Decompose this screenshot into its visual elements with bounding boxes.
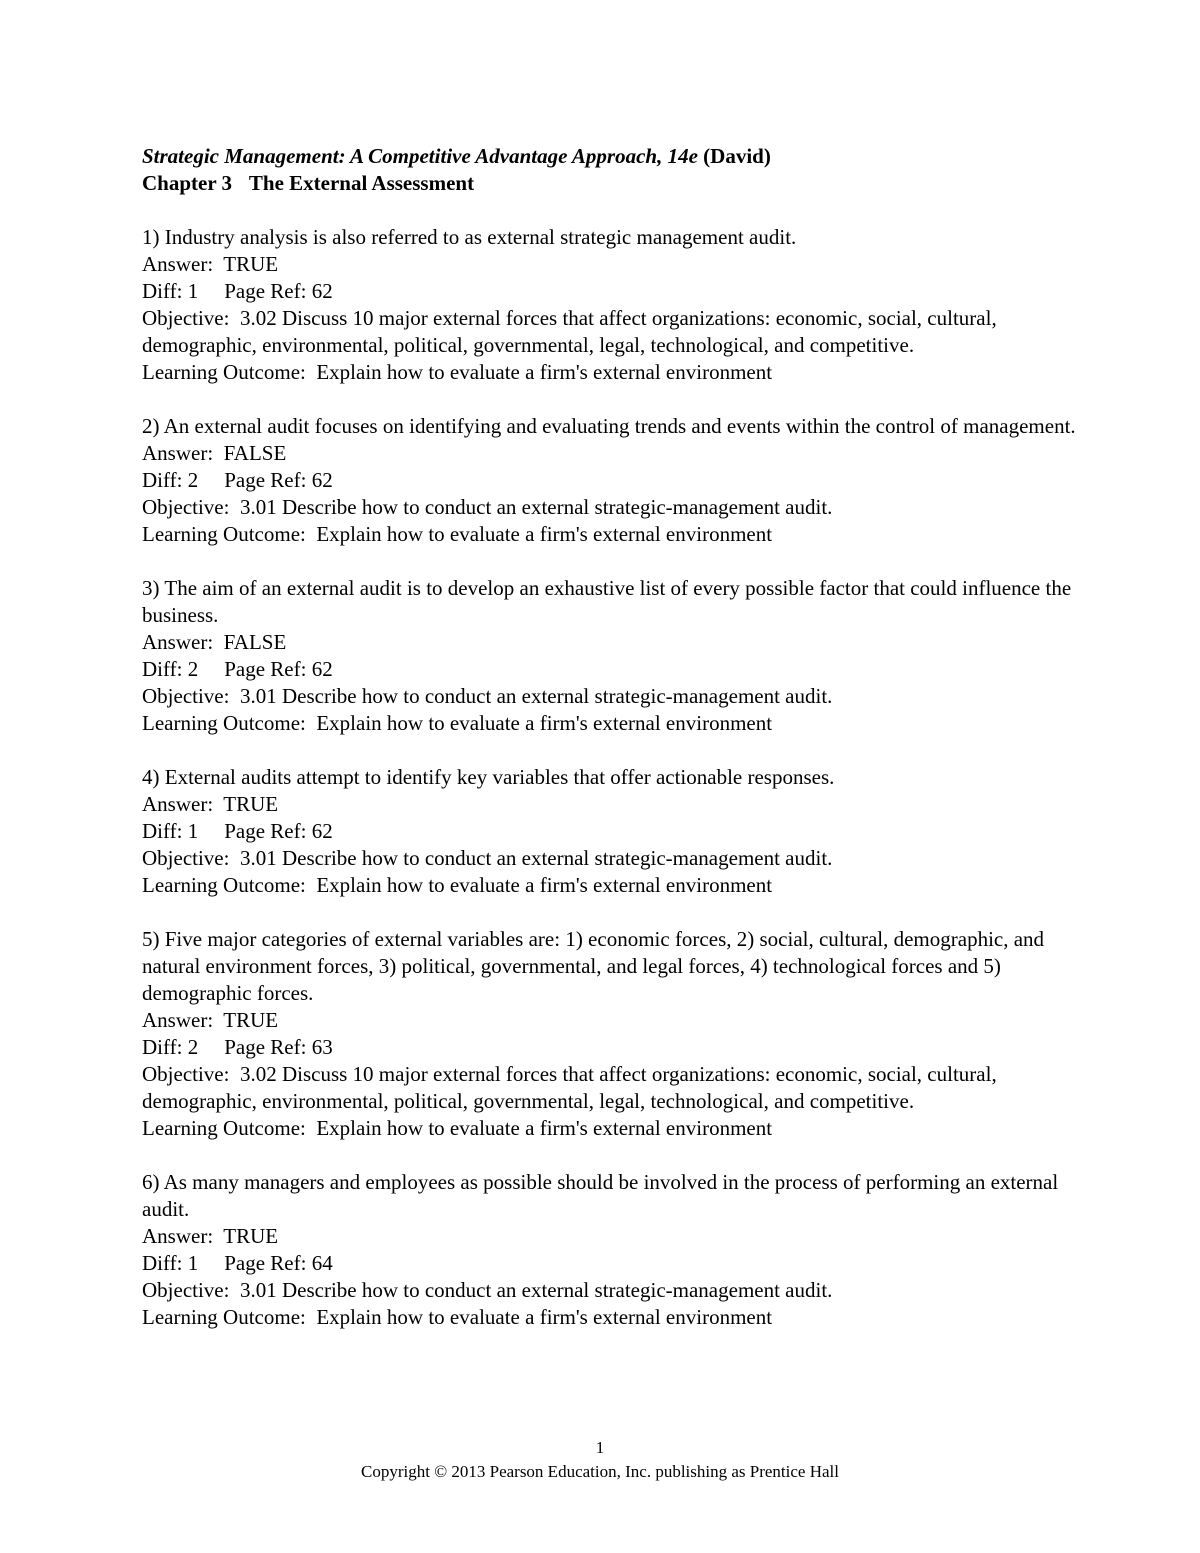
answer-value: TRUE bbox=[223, 252, 279, 276]
page-ref-value: 62 bbox=[311, 657, 333, 681]
book-title: Strategic Management: A Competitive Advantage Approach, 14e bbox=[142, 144, 698, 168]
chapter-number: Chapter 3 bbox=[142, 171, 233, 195]
learning-outcome-line: Learning Outcome: Explain how to evaluate a firm's external environment bbox=[142, 1116, 773, 1140]
question-number: 5) bbox=[142, 927, 160, 951]
learning-outcome-line: Learning Outcome: Explain how to evaluate a firm's external environment bbox=[142, 1305, 773, 1329]
question-number: 3) bbox=[142, 576, 160, 600]
diff-value: 2 bbox=[187, 468, 199, 492]
diff-line: Diff: 1 Page Ref: 62 bbox=[142, 819, 333, 843]
learning-outcome-value: Explain how to evaluate a firm's external environment bbox=[316, 522, 773, 546]
objective-line: Objective: 3.02 Discuss 10 major external forces that affect organizations: economic, social, cultural, demographic, environmental, political, governmental, legal, technological, and competitive. bbox=[142, 1062, 997, 1113]
answer-value: TRUE bbox=[223, 1008, 279, 1032]
learning-outcome-line: Learning Outcome: Explain how to evaluate a firm's external environment bbox=[142, 711, 773, 735]
question-text: 1) Industry analysis is also referred to as external strategic management audit. bbox=[142, 225, 797, 249]
objective-value: 3.01 Describe how to conduct an external strategic-management audit. bbox=[239, 495, 833, 519]
answer-line: Answer: TRUE bbox=[142, 252, 279, 276]
diff-line: Diff: 1 Page Ref: 62 bbox=[142, 279, 333, 303]
diff-value: 2 bbox=[187, 1035, 199, 1059]
question-5 bbox=[142, 926, 1082, 1142]
answer-value: FALSE bbox=[223, 441, 287, 465]
chapter-heading bbox=[142, 170, 1082, 197]
question-text: 3) The aim of an external audit is to develop an exhaustive list of every possible factor that could influence the business. bbox=[142, 576, 1072, 627]
objective-value: 3.01 Describe how to conduct an external strategic-management audit. bbox=[239, 846, 833, 870]
diff-value: 1 bbox=[187, 279, 199, 303]
question-4 bbox=[142, 764, 1082, 899]
question-text: 5) Five major categories of external variables are: 1) economic forces, 2) social, cultural, demographic, and natural environment forces, 3) political, governmental, and legal forces, 4) technological forces and 5) demographic forces. bbox=[142, 927, 1045, 1005]
question-1 bbox=[142, 224, 1082, 386]
answer-line: Answer: FALSE bbox=[142, 630, 287, 654]
page-content bbox=[142, 143, 1082, 1331]
objective-line: Objective: 3.01 Describe how to conduct an external strategic-management audit. bbox=[142, 846, 833, 870]
diff-value: 2 bbox=[187, 657, 199, 681]
answer-line: Answer: TRUE bbox=[142, 1008, 279, 1032]
diff-line: Diff: 2 Page Ref: 63 bbox=[142, 1035, 333, 1059]
question-text: 2) An external audit focuses on identifying and evaluating trends and events within the control of management. bbox=[142, 414, 1076, 438]
question-number: 6) bbox=[142, 1170, 160, 1194]
question-2 bbox=[142, 413, 1082, 548]
objective-value: 3.02 Discuss 10 major external forces that affect organizations: economic, social, cultural, demographic, environmental, political, governmental, legal, technological, and competitive. bbox=[142, 1062, 997, 1113]
objective-line: Objective: 3.02 Discuss 10 major external forces that affect organizations: economic, social, cultural, demographic, environmental, political, governmental, legal, technological, and competitive. bbox=[142, 306, 997, 357]
diff-line: Diff: 2 Page Ref: 62 bbox=[142, 657, 333, 681]
book-title-line bbox=[142, 143, 1082, 170]
question-number: 2) bbox=[142, 414, 160, 438]
question-text: 6) As many managers and employees as possible should be involved in the process of performing an external audit. bbox=[142, 1170, 1059, 1221]
page-ref-value: 63 bbox=[311, 1035, 333, 1059]
learning-outcome-value: Explain how to evaluate a firm's external environment bbox=[316, 873, 773, 897]
answer-line: Answer: TRUE bbox=[142, 1224, 279, 1248]
diff-value: 1 bbox=[187, 1251, 199, 1275]
question-number: 4) bbox=[142, 765, 160, 789]
objective-value: 3.02 Discuss 10 major external forces that affect organizations: economic, social, cultural, demographic, environmental, political, governmental, legal, technological, and competitive. bbox=[142, 306, 997, 357]
learning-outcome-line: Learning Outcome: Explain how to evaluate a firm's external environment bbox=[142, 360, 773, 384]
learning-outcome-line: Learning Outcome: Explain how to evaluate a firm's external environment bbox=[142, 873, 773, 897]
page-ref-value: 62 bbox=[311, 279, 333, 303]
diff-line: Diff: 2 Page Ref: 62 bbox=[142, 468, 333, 492]
diff-value: 1 bbox=[187, 819, 199, 843]
objective-value: 3.01 Describe how to conduct an external strategic-management audit. bbox=[239, 1278, 833, 1302]
answer-line: Answer: FALSE bbox=[142, 441, 287, 465]
copyright-notice: Copyright © 2013 Pearson Education, Inc. publishing as Prentice Hall bbox=[361, 1462, 839, 1481]
question-3 bbox=[142, 575, 1082, 737]
objective-line: Objective: 3.01 Describe how to conduct an external strategic-management audit. bbox=[142, 684, 833, 708]
answer-line: Answer: TRUE bbox=[142, 792, 279, 816]
answer-value: TRUE bbox=[223, 792, 279, 816]
learning-outcome-value: Explain how to evaluate a firm's external environment bbox=[316, 360, 773, 384]
learning-outcome-line: Learning Outcome: Explain how to evaluate a firm's external environment bbox=[142, 522, 773, 546]
objective-value: 3.01 Describe how to conduct an external strategic-management audit. bbox=[239, 684, 833, 708]
chapter-title: The External Assessment bbox=[248, 171, 475, 195]
learning-outcome-value: Explain how to evaluate a firm's external environment bbox=[316, 1305, 773, 1329]
page-ref-value: 62 bbox=[311, 819, 333, 843]
question-text: 4) External audits attempt to identify key variables that offer actionable responses. bbox=[142, 765, 835, 789]
answer-value: TRUE bbox=[223, 1224, 279, 1248]
page-ref-value: 62 bbox=[311, 468, 333, 492]
learning-outcome-value: Explain how to evaluate a firm's external environment bbox=[316, 711, 773, 735]
objective-line: Objective: 3.01 Describe how to conduct an external strategic-management audit. bbox=[142, 1278, 833, 1302]
page-number: 1 bbox=[595, 1438, 605, 1457]
question-number: 1) bbox=[142, 225, 160, 249]
learning-outcome-value: Explain how to evaluate a firm's external environment bbox=[316, 1116, 773, 1140]
diff-line: Diff: 1 Page Ref: 64 bbox=[142, 1251, 333, 1275]
question-6 bbox=[142, 1169, 1082, 1331]
book-author: (David) bbox=[703, 144, 771, 168]
page-ref-value: 64 bbox=[311, 1251, 333, 1275]
answer-value: FALSE bbox=[223, 630, 287, 654]
objective-line: Objective: 3.01 Describe how to conduct an external strategic-management audit. bbox=[142, 495, 833, 519]
